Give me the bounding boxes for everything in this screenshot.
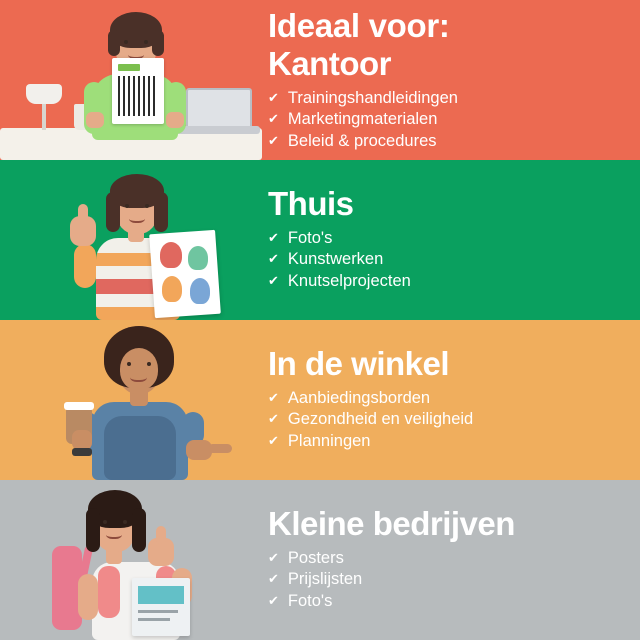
list-item <box>268 88 632 110</box>
photo-home <box>0 160 262 320</box>
list-item-label: Gezondheid en veiligheid <box>287 410 474 429</box>
check-icon: ✔ <box>268 111 279 127</box>
copy-office <box>268 0 632 160</box>
list-office <box>268 88 632 153</box>
photo-store-illustration <box>0 320 262 480</box>
person-eye-right <box>144 40 148 44</box>
person-hair-side-right <box>152 30 164 56</box>
leaflet-line-1 <box>138 610 178 613</box>
photo-home-illustration <box>0 160 262 320</box>
check-icon: ✔ <box>268 389 279 405</box>
child-hair-side-left <box>106 192 120 232</box>
child-smile <box>129 212 145 223</box>
band-office <box>0 0 640 160</box>
page-title: Ideaal voor: <box>268 7 450 45</box>
list-item <box>268 388 632 410</box>
copy-home <box>268 160 632 320</box>
document-label <box>118 64 140 71</box>
list-item <box>268 271 632 293</box>
photo-business-illustration <box>0 480 262 640</box>
list-item-label: Trainingshandleidingen <box>287 88 458 107</box>
check-icon: ✔ <box>268 433 279 449</box>
woman-thumb <box>156 526 166 544</box>
coffee-lid <box>64 402 94 410</box>
list-item <box>268 591 632 613</box>
check-icon: ✔ <box>268 549 279 565</box>
band-home <box>0 160 640 320</box>
woman-hair-side-left <box>86 508 100 552</box>
child-eye-left <box>125 204 129 208</box>
artwork-sheet <box>149 230 221 318</box>
list-store <box>268 388 632 453</box>
child-hair-side-right <box>154 192 168 232</box>
list-item-label: Marketingmaterialen <box>287 110 438 129</box>
list-item-label: Foto's <box>287 228 333 247</box>
list-item-label: Aanbiedingsborden <box>287 388 431 407</box>
check-icon: ✔ <box>268 571 279 587</box>
leaflet-line-2 <box>138 618 170 621</box>
document-barcode <box>118 76 158 116</box>
handprint-blue <box>190 278 210 304</box>
photo-office-illustration <box>0 0 262 160</box>
list-item-label: Beleid & procedures <box>287 132 437 151</box>
person-hand-left <box>86 112 104 128</box>
handprint-green <box>188 246 208 270</box>
wristwatch <box>72 448 92 456</box>
list-item <box>268 548 632 570</box>
list-item <box>268 109 632 131</box>
band-title-home: Thuis <box>268 185 354 223</box>
worker-hand-left <box>72 430 92 450</box>
person-hair-side-left <box>108 30 120 56</box>
list-item-label: Prijslijsten <box>287 570 363 589</box>
photo-store <box>0 320 262 480</box>
check-icon: ✔ <box>268 251 279 267</box>
list-item-label: Posters <box>287 548 344 567</box>
list-item <box>268 431 632 453</box>
child-arm-left <box>74 244 96 288</box>
band-title-store: In de winkel <box>268 345 450 383</box>
lamp-shade <box>26 84 62 104</box>
copy-store <box>268 320 632 480</box>
handprint-orange <box>162 276 182 302</box>
list-business <box>268 548 632 613</box>
laptop-base <box>176 126 260 134</box>
list-item <box>268 569 632 591</box>
worker-face <box>120 348 158 390</box>
worker-apron <box>104 416 176 480</box>
list-item <box>268 228 632 250</box>
lamp-stem <box>42 100 46 130</box>
band-business <box>0 480 640 640</box>
woman-top-accent-left <box>98 566 120 618</box>
child-thumb <box>78 204 88 222</box>
leaflet-banner <box>138 586 184 604</box>
person-hand-right <box>166 112 184 128</box>
check-icon: ✔ <box>268 133 279 149</box>
child-eye-right <box>145 204 149 208</box>
photo-office <box>0 0 262 160</box>
worker-smile <box>130 370 147 382</box>
copy-business <box>268 480 632 640</box>
worker-pointing-finger <box>208 444 232 453</box>
woman-hair-side-right <box>132 508 146 552</box>
woman-arm-left <box>78 574 98 620</box>
woman-smile <box>106 528 122 539</box>
check-icon: ✔ <box>268 593 279 609</box>
list-home <box>268 228 632 293</box>
list-item-label: Knutselprojecten <box>287 272 411 291</box>
worker-eye-right <box>147 362 151 366</box>
check-icon: ✔ <box>268 273 279 289</box>
check-icon: ✔ <box>268 411 279 427</box>
woman-eye-left <box>103 520 107 524</box>
check-icon: ✔ <box>268 89 279 105</box>
list-item-label: Kunstwerken <box>287 250 384 269</box>
worker-eye-left <box>127 362 131 366</box>
photo-business <box>0 480 262 640</box>
list-item-label: Planningen <box>287 432 371 451</box>
list-item <box>268 249 632 271</box>
band-store <box>0 320 640 480</box>
handprint-red <box>160 242 182 268</box>
band-title-business: Kleine bedrijven <box>268 505 515 543</box>
band-title-office: Kantoor <box>268 45 391 83</box>
check-icon: ✔ <box>268 229 279 245</box>
list-item <box>268 409 632 431</box>
list-item-label: Foto's <box>287 592 333 611</box>
person-eye-left <box>124 40 128 44</box>
list-item <box>268 131 632 153</box>
woman-eye-right <box>123 520 127 524</box>
